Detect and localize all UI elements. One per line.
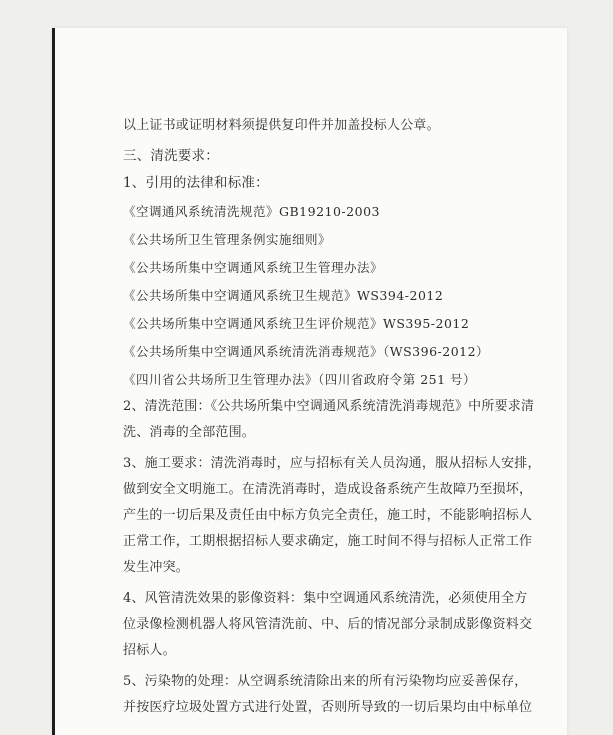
text-line-1: 以上证书或证明材料须提供复印件并加盖投标人公章。: [123, 118, 440, 133]
section-heading-cleaning-requirements: 三、清洗要求：: [123, 148, 219, 164]
citation-line-3: 《公共场所集中空调通风系统卫生管理办法》: [123, 260, 384, 275]
citation-line-5: 《公共场所集中空调通风系统卫生评价规范》WS395-2012: [123, 316, 470, 331]
paragraph-video-line-2: 位录像检测机器人将风管清洗前、中、后的情况部分录制成影像资料交: [123, 617, 533, 632]
paragraph-video-line-1: 4、风管清洗效果的影像资料：集中空调通风系统清洗，必须使用全方: [123, 591, 528, 606]
citation-line-4: 《公共场所集中空调通风系统卫生规范》WS394-2012: [123, 288, 444, 303]
citation-line-6: 《公共场所集中空调通风系统清洗消毒规范》（WS396-2012）: [123, 344, 490, 359]
citation-line-1: 《空调通风系统清洗规范》GB19210-2003: [123, 204, 380, 219]
subsection-heading-standards: 1、引用的法律和标准：: [123, 175, 269, 191]
citation-line-7: 《四川省公共场所卫生管理办法》（四川省政府令第 251 号）: [123, 372, 477, 387]
paragraph-construction-line-5: 发生冲突。: [123, 560, 190, 575]
paragraph-construction-line-1: 3、施工要求：清洗消毒时，应与招标有关人员沟通，服从招标人安排，: [123, 456, 541, 471]
paragraph-video-line-3: 招标人。: [123, 643, 176, 658]
paragraph-scope-line-2: 洗、消毒的全部范围。: [123, 425, 256, 440]
paragraph-construction-line-4: 正常工作，工期根据招标人要求确定，施工时间不得与招标人正常工作: [123, 534, 533, 549]
paragraph-pollutant-line-1: 5、污染物的处理：从空调系统清除出来的所有污染物均应妥善保存，: [123, 674, 528, 689]
paragraph-construction-line-3: 产生的一切后果及责任由中标方负完全责任，施工时，不能影响招标人: [123, 508, 533, 523]
citation-line-2: 《公共场所卫生管理条例实施细则》: [123, 232, 332, 247]
paragraph-construction-line-2: 做到安全文明施工。在清洗消毒时，造成设备系统产生故障乃至损坏，: [123, 482, 533, 497]
document-page: [52, 28, 567, 735]
paragraph-pollutant-line-2: 并按医疗垃圾处置方式进行处置，否则所导致的一切后果均由中标单位: [123, 700, 533, 715]
paragraph-scope-line-1: 2、清洗范围：《公共场所集中空调通风系统清洗消毒规范》中所要求清: [123, 399, 535, 414]
